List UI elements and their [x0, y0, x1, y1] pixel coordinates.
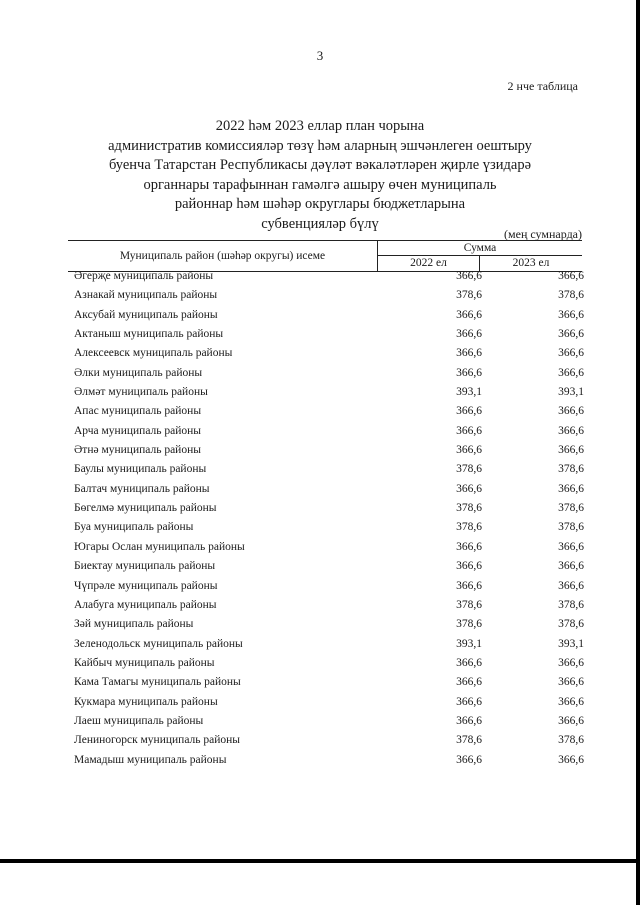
value-2023: 366,6 — [558, 444, 584, 457]
units-note: (мең сумнарда) — [504, 227, 582, 241]
value-2023: 378,6 — [558, 463, 584, 476]
table-row — [74, 638, 584, 657]
value-2022: 366,6 — [456, 308, 482, 321]
table-row — [74, 270, 584, 289]
district-name: Кайбыч муниципаль районы — [74, 656, 215, 669]
district-name: Зәй муниципаль районы — [74, 618, 194, 631]
value-2023: 366,6 — [558, 695, 584, 708]
value-2023: 378,6 — [558, 618, 584, 631]
district-name: Зеленодольск муниципаль районы — [74, 637, 243, 650]
column-header-sum: Сумма — [378, 241, 582, 256]
value-2023: 378,6 — [558, 598, 584, 611]
table-row — [74, 425, 584, 444]
table-row — [74, 289, 584, 308]
district-name: Бөгелмә муниципаль районы — [74, 502, 217, 515]
table-row — [74, 309, 584, 328]
district-name: Актаныш муниципаль районы — [74, 328, 224, 341]
value-2022: 393,1 — [456, 386, 482, 399]
district-name: Алабуга муниципаль районы — [74, 598, 217, 611]
value-2022: 366,6 — [456, 540, 482, 553]
value-2023: 366,6 — [558, 676, 584, 689]
value-2022: 366,6 — [456, 444, 482, 457]
value-2023: 366,6 — [558, 366, 584, 379]
value-2022: 366,6 — [456, 714, 482, 727]
value-2022: 378,6 — [456, 289, 482, 302]
table-row — [74, 483, 584, 502]
table-row — [74, 541, 584, 560]
value-2023: 366,6 — [558, 540, 584, 553]
value-2022: 366,6 — [456, 347, 482, 360]
district-name: Балтач муниципаль районы — [74, 482, 210, 495]
table-row — [74, 521, 584, 540]
table-row — [74, 657, 584, 676]
title-line: буенча Татарстан Республикасы дәүләт вәкаләтләрен җирле үзидарә — [108, 157, 532, 173]
table-row — [74, 463, 584, 482]
table-header — [68, 240, 582, 272]
value-2022: 378,6 — [456, 521, 482, 534]
value-2022: 378,6 — [456, 463, 482, 476]
column-header-2022: 2022 ел — [378, 256, 480, 271]
title-line: субвенцияләр бүлү — [261, 215, 379, 232]
value-2023: 366,6 — [558, 424, 584, 437]
title-line: органнары тарафыннан гамәлгә ашыру өчен муниципаль — [143, 176, 497, 193]
table-row — [74, 405, 584, 424]
table-row — [74, 696, 584, 715]
scan-border-right — [636, 0, 640, 905]
table-row — [74, 580, 584, 599]
district-name: Лениногорск муниципаль районы — [74, 734, 241, 747]
value-2022: 366,6 — [456, 424, 482, 437]
value-2023: 366,6 — [558, 560, 584, 573]
district-name: Кукмара муниципаль районы — [74, 695, 218, 708]
district-name: Әлки муниципаль районы — [74, 366, 203, 379]
value-2022: 366,6 — [456, 579, 482, 592]
district-name: Әлмәт муниципаль районы — [74, 386, 208, 399]
district-name: Аксубай муниципаль районы — [74, 308, 218, 321]
value-2023: 378,6 — [558, 734, 584, 747]
district-name: Әтнә муниципаль районы — [74, 444, 201, 457]
table-row — [74, 734, 584, 753]
value-2023: 378,6 — [558, 289, 584, 302]
table-row — [74, 444, 584, 463]
table-row — [74, 386, 584, 405]
district-name: Буа муниципаль районы — [74, 521, 194, 534]
value-2022: 366,6 — [456, 753, 482, 766]
table-row — [74, 560, 584, 579]
table-row — [74, 676, 584, 695]
document-title — [80, 117, 560, 234]
value-2022: 393,1 — [456, 637, 482, 650]
title-line: административ комиссияләр төзү һәм аларның эшчәнлеген оештыру — [108, 137, 532, 154]
value-2022: 378,6 — [456, 618, 482, 631]
district-name: Азнакай муниципаль районы — [74, 289, 218, 302]
value-2023: 366,6 — [558, 714, 584, 727]
value-2022: 366,6 — [456, 695, 482, 708]
value-2023: 378,6 — [558, 502, 584, 515]
column-header-name: Муниципаль район (шәһәр округы) исеме — [68, 241, 378, 271]
value-2023: 393,1 — [558, 637, 584, 650]
value-2022: 366,6 — [456, 328, 482, 341]
value-2023: 393,1 — [558, 386, 584, 399]
value-2022: 378,6 — [456, 734, 482, 747]
table-row — [74, 347, 584, 366]
district-name: Әгерҗе муниципаль районы — [74, 270, 214, 282]
title-line: 2022 һәм 2023 еллар план чорына — [215, 118, 425, 134]
value-2023: 366,6 — [558, 405, 584, 418]
value-2022: 366,6 — [456, 656, 482, 669]
district-name: Биектау муниципаль районы — [74, 560, 216, 573]
table-row — [74, 618, 584, 637]
value-2023: 366,6 — [558, 270, 584, 282]
table-row — [74, 599, 584, 618]
district-name: Баулы муниципаль районы — [74, 463, 207, 476]
value-2023: 366,6 — [558, 656, 584, 669]
district-name: Чүпрәле муниципаль районы — [74, 579, 218, 592]
value-2023: 366,6 — [558, 579, 584, 592]
value-2022: 366,6 — [456, 560, 482, 573]
table-row — [74, 715, 584, 734]
title-line: районнар һәм шәһәр округлары бюджетларына — [174, 196, 466, 212]
district-name: Мамадыш муниципаль районы — [74, 753, 227, 766]
column-header-2023: 2023 ел — [512, 257, 550, 269]
value-2022: 366,6 — [456, 676, 482, 689]
table-row — [74, 328, 584, 347]
value-2022: 366,6 — [456, 270, 482, 282]
district-name: Алексеевск муниципаль районы — [74, 347, 233, 360]
table-body — [74, 270, 584, 773]
table-row — [74, 502, 584, 521]
district-name: Югары Ослан муниципаль районы — [74, 540, 245, 553]
value-2023: 366,6 — [558, 753, 584, 766]
value-2023: 366,6 — [558, 328, 584, 341]
value-2022: 366,6 — [456, 482, 482, 495]
value-2023: 366,6 — [558, 482, 584, 495]
district-name: Арча муниципаль районы — [74, 424, 202, 437]
district-name: Кама Тамагы муниципаль районы — [74, 676, 241, 689]
value-2022: 378,6 — [456, 598, 482, 611]
table-row — [74, 754, 584, 773]
value-2023: 378,6 — [558, 521, 584, 534]
page-number: 3 — [316, 48, 324, 63]
value-2022: 366,6 — [456, 405, 482, 418]
district-name: Апас муниципаль районы — [74, 405, 202, 418]
table-number: 2 нче таблица — [507, 79, 578, 93]
table-row — [74, 367, 584, 386]
value-2023: 366,6 — [558, 347, 584, 360]
district-name: Лаеш муниципаль районы — [74, 714, 204, 727]
value-2022: 378,6 — [456, 502, 482, 515]
scan-border-bottom — [0, 859, 640, 863]
value-2022: 366,6 — [456, 366, 482, 379]
value-2023: 366,6 — [558, 308, 584, 321]
